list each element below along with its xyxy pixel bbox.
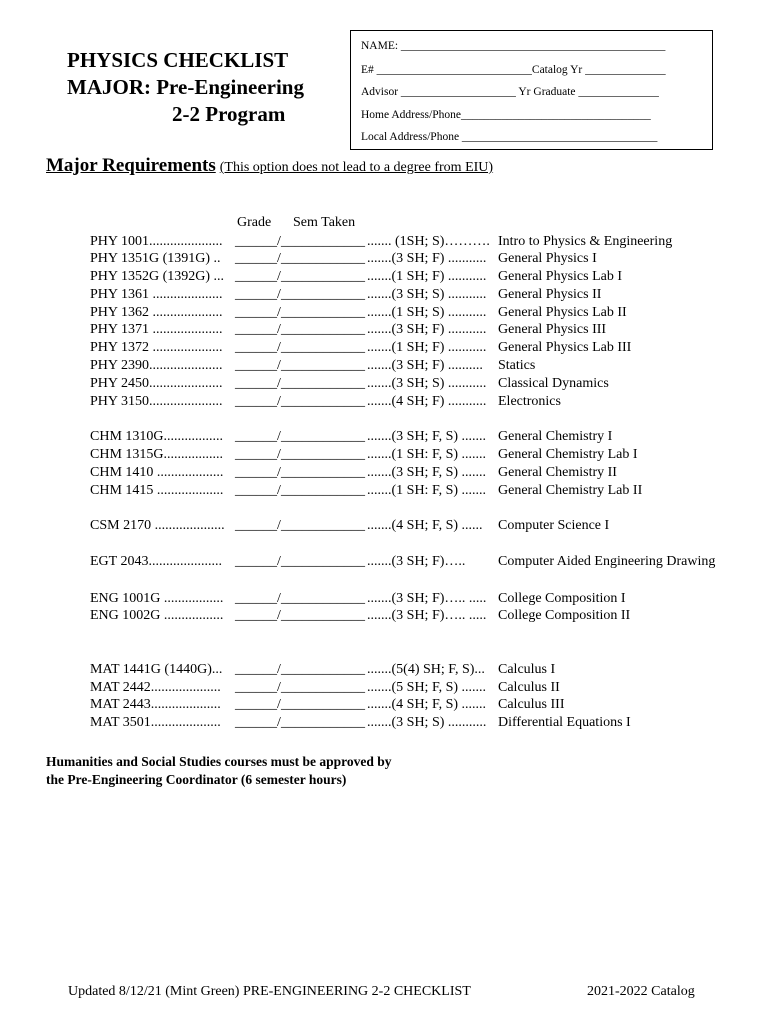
sem-taken-column-header: Sem Taken: [293, 215, 356, 230]
course-row: [90, 679, 730, 696]
grade-blank[interactable]: ______/: [235, 447, 281, 462]
course-name: General Chemistry Lab II: [498, 483, 643, 498]
course-code: PHY 1371 ....................: [90, 322, 223, 337]
grade-blank[interactable]: ______/: [235, 554, 281, 569]
name-field[interactable]: NAME: ______________________________________________: [361, 40, 666, 52]
course-code: PHY 1001.....................: [90, 234, 223, 249]
title-line-3: 2-2 Program: [172, 102, 286, 126]
course-credits: .......(3 SH; F) ...........: [367, 251, 487, 266]
course-row: [90, 339, 730, 356]
course-credits: .......(1 SH; F) ...........: [367, 269, 487, 284]
course-code: ENG 1002G .................: [90, 608, 224, 623]
grade-blank[interactable]: ______/: [235, 251, 281, 266]
course-credits: .......(3 SH; F) ...........: [367, 322, 487, 337]
course-credits: .......(3 SH; F) ..........: [367, 358, 483, 373]
course-row: [90, 268, 730, 285]
id-catalog-field[interactable]: E# ___________________________Catalog Yr ______________: [361, 64, 666, 76]
course-name: General Chemistry I: [498, 429, 613, 444]
course-name: College Composition II: [498, 608, 631, 623]
sem-taken-blank[interactable]: ____________: [281, 287, 365, 302]
course-row: [90, 607, 730, 624]
grade-column-header: Grade: [237, 215, 272, 230]
course-row: [90, 250, 730, 267]
course-credits: ....... (1SH; S)……….: [367, 234, 490, 249]
grade-blank[interactable]: ______/: [235, 662, 281, 677]
grade-blank[interactable]: ______/: [235, 234, 281, 249]
grade-blank[interactable]: ______/: [235, 376, 281, 391]
sem-taken-blank[interactable]: ____________: [281, 465, 365, 480]
grade-blank[interactable]: ______/: [235, 269, 281, 284]
course-name: Calculus I: [498, 662, 556, 677]
course-code: PHY 1372 ....................: [90, 340, 223, 355]
grade-blank[interactable]: ______/: [235, 608, 281, 623]
sem-taken-blank[interactable]: ____________: [281, 429, 365, 444]
sem-taken-blank[interactable]: ____________: [281, 340, 365, 355]
sem-taken-blank[interactable]: ____________: [281, 608, 365, 623]
grade-blank[interactable]: ______/: [235, 680, 281, 695]
course-row: [90, 464, 730, 481]
course-row: [90, 321, 730, 338]
course-code: CHM 1415 ...................: [90, 483, 224, 498]
course-row: [90, 446, 730, 463]
course-row: [90, 393, 730, 410]
course-row: [90, 553, 730, 570]
sem-taken-blank[interactable]: ____________: [281, 591, 365, 606]
course-credits: .......(1 SH; F) ...........: [367, 340, 487, 355]
course-row: [90, 696, 730, 713]
student-info-box: [350, 30, 713, 150]
course-name: College Composition I: [498, 591, 626, 606]
sem-taken-blank[interactable]: ____________: [281, 234, 365, 249]
sem-taken-blank[interactable]: ____________: [281, 697, 365, 712]
course-name: General Physics Lab I: [498, 269, 623, 284]
course-row: [90, 482, 730, 499]
course-credits: .......(1 SH: F, S) .......: [367, 447, 487, 462]
sem-taken-blank[interactable]: ____________: [281, 269, 365, 284]
sem-taken-blank[interactable]: ____________: [281, 483, 365, 498]
course-name: General Physics Lab II: [498, 305, 627, 320]
humanities-note-line-2: the Pre-Engineering Coordinator (6 semester hours): [46, 772, 347, 787]
course-row: [90, 590, 730, 607]
course-row: [90, 375, 730, 392]
course-name: Computer Science I: [498, 518, 610, 533]
grade-blank[interactable]: ______/: [235, 287, 281, 302]
course-code: CSM 2170 ....................: [90, 518, 225, 533]
advisor-graduate-field[interactable]: Advisor ____________________ Yr Graduate ______________: [361, 86, 659, 98]
course-credits: .......(1 SH; S) ...........: [367, 305, 487, 320]
sem-taken-blank[interactable]: ____________: [281, 322, 365, 337]
grade-blank[interactable]: ______/: [235, 358, 281, 373]
course-name: Calculus III: [498, 697, 565, 712]
course-row: [90, 286, 730, 303]
grade-blank[interactable]: ______/: [235, 483, 281, 498]
major-requirements-heading: [46, 155, 493, 177]
course-name: Intro to Physics & Engineering: [498, 234, 673, 249]
sem-taken-blank[interactable]: ____________: [281, 518, 365, 533]
course-row: [90, 428, 730, 445]
course-credits: .......(3 SH; S) ...........: [367, 715, 487, 730]
grade-blank[interactable]: ______/: [235, 322, 281, 337]
course-name: General Chemistry Lab I: [498, 447, 638, 462]
course-name: Calculus II: [498, 680, 560, 695]
major-requirements-note: (This option does not lead to a degree from EIU): [219, 160, 494, 175]
course-code: PHY 2450.....................: [90, 376, 223, 391]
course-code: MAT 2442....................: [90, 680, 221, 695]
course-name: General Physics II: [498, 287, 602, 302]
course-credits: .......(4 SH; F, S) ......: [367, 518, 483, 533]
grade-blank[interactable]: ______/: [235, 305, 281, 320]
humanities-note: [46, 753, 392, 789]
sem-taken-blank[interactable]: ____________: [281, 715, 365, 730]
course-code: MAT 2443....................: [90, 697, 221, 712]
course-code: CHM 1310G.................: [90, 429, 224, 444]
sem-taken-blank[interactable]: ____________: [281, 358, 365, 373]
sem-taken-blank[interactable]: ____________: [281, 251, 365, 266]
course-name: Computer Aided Engineering Drawing: [498, 554, 716, 569]
sem-taken-blank[interactable]: ____________: [281, 447, 365, 462]
course-name: Electronics: [498, 394, 561, 409]
footer-catalog: 2021-2022 Catalog: [587, 984, 695, 999]
course-name: Statics: [498, 358, 536, 373]
sem-taken-blank[interactable]: ____________: [281, 662, 365, 677]
title-line-1: PHYSICS CHECKLIST: [67, 48, 289, 72]
course-credits: .......(3 SH; S) ...........: [367, 376, 487, 391]
course-code: PHY 1351G (1391G) ..: [90, 251, 221, 266]
course-row: [90, 357, 730, 374]
course-credits: .......(3 SH; F, S) .......: [367, 465, 487, 480]
course-row: [90, 233, 730, 250]
course-name: Classical Dynamics: [498, 376, 609, 391]
grade-blank[interactable]: ______/: [235, 465, 281, 480]
grade-blank[interactable]: ______/: [235, 697, 281, 712]
course-credits: .......(3 SH; S) ...........: [367, 287, 487, 302]
course-row: [90, 661, 730, 678]
course-name: General Physics III: [498, 322, 607, 337]
course-credits: .......(1 SH: F, S) .......: [367, 483, 487, 498]
course-code: CHM 1315G.................: [90, 447, 224, 462]
course-credits: .......(5(4) SH; F, S)...: [367, 662, 485, 677]
course-code: PHY 1352G (1392G) ...: [90, 269, 225, 284]
title-line-2: MAJOR: Pre-Engineering: [67, 75, 304, 99]
course-credits: .......(3 SH; F)…..: [367, 554, 466, 569]
grade-blank[interactable]: ______/: [235, 429, 281, 444]
grade-blank[interactable]: ______/: [235, 591, 281, 606]
grade-blank[interactable]: ______/: [235, 394, 281, 409]
course-name: General Physics Lab III: [498, 340, 632, 355]
course-code: PHY 1362 ....................: [90, 305, 223, 320]
sem-taken-blank[interactable]: ____________: [281, 680, 365, 695]
course-name: General Chemistry II: [498, 465, 617, 480]
sem-taken-blank[interactable]: ____________: [281, 305, 365, 320]
course-code: CHM 1410 ...................: [90, 465, 224, 480]
home-address-field[interactable]: Home Address/Phone_________________________________: [361, 109, 651, 121]
footer-left: Updated 8/12/21 (Mint Green) PRE-ENGINEERING 2-2 CHECKLIST: [68, 984, 471, 999]
course-name: Differential Equations I: [498, 715, 631, 730]
course-credits: .......(3 SH; F)….. .....: [367, 608, 487, 623]
major-requirements-title: Major Requirements: [46, 155, 216, 176]
sem-taken-blank[interactable]: ____________: [281, 376, 365, 391]
course-code: PHY 1361 ....................: [90, 287, 223, 302]
course-code: EGT 2043.....................: [90, 554, 222, 569]
course-name: General Physics I: [498, 251, 597, 266]
course-credits: .......(5 SH; F, S) .......: [367, 680, 487, 695]
course-row: [90, 714, 730, 731]
course-code: MAT 3501....................: [90, 715, 221, 730]
course-code: PHY 2390.....................: [90, 358, 223, 373]
humanities-note-line-1: Humanities and Social Studies courses must be approved by: [46, 754, 392, 769]
grade-blank[interactable]: ______/: [235, 340, 281, 355]
grade-blank[interactable]: ______/: [235, 518, 281, 533]
local-address-field[interactable]: Local Address/Phone __________________________________: [361, 131, 658, 143]
course-code: ENG 1001G .................: [90, 591, 224, 606]
course-code: PHY 3150.....................: [90, 394, 223, 409]
course-credits: .......(4 SH; F, S) .......: [367, 697, 487, 712]
course-credits: .......(4 SH; F) ...........: [367, 394, 487, 409]
sem-taken-blank[interactable]: ____________: [281, 554, 365, 569]
course-row: [90, 517, 730, 534]
sem-taken-blank[interactable]: ____________: [281, 394, 365, 409]
course-credits: .......(3 SH; F)….. .....: [367, 591, 487, 606]
course-row: [90, 304, 730, 321]
grade-blank[interactable]: ______/: [235, 715, 281, 730]
course-code: MAT 1441G (1440G)...: [90, 662, 223, 677]
course-credits: .......(3 SH; F, S) .......: [367, 429, 487, 444]
